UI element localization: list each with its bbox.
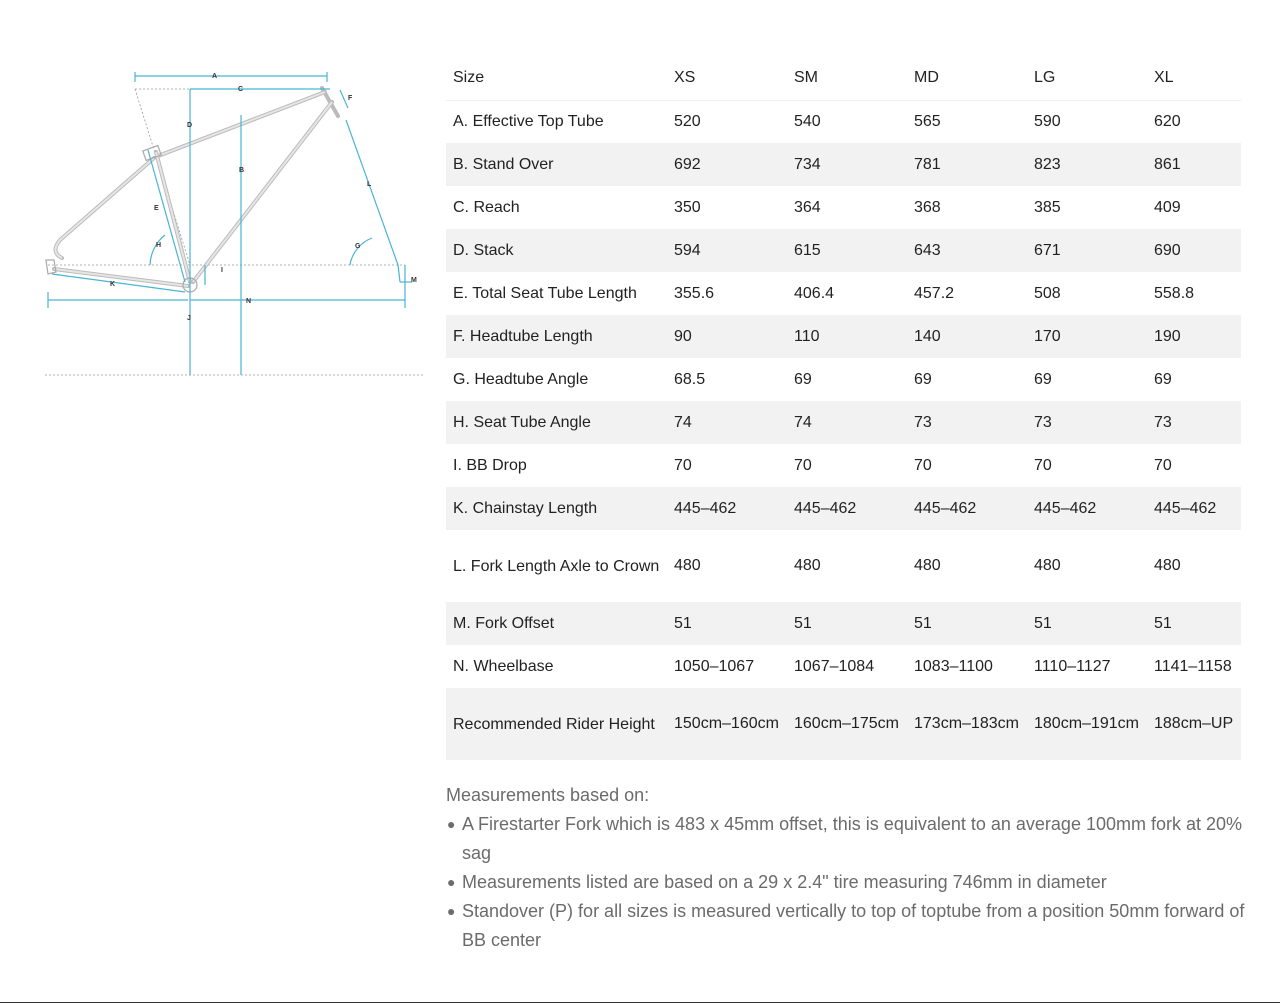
- header-md: MD: [914, 68, 939, 86]
- row-label: F. Headtube Length: [453, 328, 593, 345]
- cell-lg: 69: [1034, 370, 1052, 388]
- cell-sm: 1067–1084: [794, 657, 875, 675]
- table-row: [446, 444, 1241, 487]
- measurement-lines: [48, 72, 412, 375]
- geometry-table: [446, 56, 1241, 760]
- cell-md: 565: [914, 112, 941, 130]
- label-b: B: [239, 167, 245, 174]
- bullet-icon: ●: [447, 903, 456, 919]
- note-text: A Firestarter Fork which is 483 x 45mm offset, this is equivalent to an average 100mm fork at 20% sag: [462, 814, 1243, 863]
- row-label: A. Effective Top Tube: [453, 113, 604, 131]
- row-label: K. Chainstay Length: [453, 500, 598, 517]
- cell-xl: 409: [1154, 198, 1181, 216]
- row-label: Recommended Rider Height: [453, 715, 655, 733]
- label-l: L: [367, 181, 372, 188]
- cell-xs: 90: [674, 327, 692, 345]
- table-row: [446, 688, 1241, 760]
- table-row: [446, 186, 1241, 229]
- cell-xl: 558.8: [1154, 284, 1195, 302]
- rear-dropout: [46, 260, 56, 274]
- cell-md: 457.2: [914, 284, 955, 302]
- list-item: [447, 868, 1246, 897]
- cell-sm: 364: [794, 198, 821, 216]
- cell-xl: 70: [1154, 456, 1172, 474]
- header-sm: SM: [794, 68, 818, 86]
- frame-geometry-diagram: [40, 60, 430, 390]
- cell-lg: 823: [1034, 155, 1061, 173]
- header-size: Size: [453, 68, 485, 86]
- cell-sm: 480: [794, 557, 821, 574]
- label-i: I: [221, 267, 223, 274]
- row-label: M. Fork Offset: [453, 615, 555, 632]
- cell-xl: 188cm–UP: [1154, 715, 1234, 732]
- reference-lines: [45, 89, 425, 375]
- cell-xs: 1050–1067: [674, 657, 755, 675]
- cell-xs: 355.6: [674, 284, 715, 302]
- bullet-icon: ●: [447, 816, 456, 832]
- cell-md: 368: [914, 198, 941, 216]
- row-label: B. Stand Over: [453, 156, 554, 173]
- cell-md: 69: [914, 370, 932, 388]
- cell-xs: 692: [674, 155, 701, 173]
- note-text: Standover (P) for all sizes is measured vertically to top of toptube from a position 50mm forward of BB center: [462, 901, 1245, 950]
- frame-inner-outline: [54, 92, 332, 286]
- cell-md: 445–462: [914, 499, 977, 517]
- header-xs: XS: [674, 68, 696, 86]
- cell-sm: 70: [794, 456, 812, 474]
- cell-lg: 445–462: [1034, 499, 1097, 517]
- cell-md: 70: [914, 456, 932, 474]
- label-m: M: [411, 277, 417, 284]
- bike-frame: [54, 88, 338, 286]
- label-a: A: [212, 73, 218, 80]
- label-j: J: [187, 315, 191, 322]
- table-header-row: [446, 56, 1241, 100]
- table-row: [446, 143, 1241, 186]
- cell-xl: 69: [1154, 370, 1172, 388]
- row-label: E. Total Seat Tube Length: [453, 285, 637, 302]
- cell-xl: 190: [1154, 327, 1181, 345]
- measurement-notes: [446, 781, 1246, 955]
- cell-lg: 480: [1034, 557, 1061, 574]
- cell-md: 140: [914, 327, 941, 345]
- table-row: [446, 229, 1241, 272]
- table-row: [446, 315, 1241, 358]
- cell-md: 781: [914, 155, 941, 173]
- cell-xs: 350: [674, 198, 701, 216]
- header-lg: LG: [1034, 68, 1056, 86]
- label-f: F: [348, 95, 353, 102]
- cell-lg: 51: [1034, 614, 1052, 632]
- cell-lg: 180cm–191cm: [1034, 715, 1139, 732]
- seat-stay: [55, 158, 154, 258]
- angle-h-arc: [150, 235, 165, 265]
- cell-xs: 150cm–160cm: [674, 715, 779, 732]
- cell-lg: 590: [1034, 112, 1061, 130]
- measure-f: [340, 90, 348, 108]
- cell-lg: 73: [1034, 413, 1052, 431]
- cell-md: 73: [914, 413, 932, 431]
- label-g: G: [355, 243, 361, 250]
- measurement-labels: [110, 73, 417, 322]
- row-label: H. Seat Tube Angle: [453, 414, 591, 431]
- bottom-divider: [0, 1002, 1280, 1003]
- label-c: C: [238, 86, 244, 93]
- cell-xl: 73: [1154, 413, 1172, 431]
- label-d: D: [187, 122, 193, 129]
- row-label: N. Wheelbase: [453, 658, 554, 675]
- cell-sm: 69: [794, 370, 812, 388]
- table-row: [446, 602, 1241, 645]
- notes-list: [446, 810, 1246, 955]
- cell-lg: 671: [1034, 241, 1061, 259]
- table-row: [446, 272, 1241, 315]
- cell-sm: 445–462: [794, 499, 857, 517]
- bullet-icon: ●: [447, 874, 456, 890]
- cell-xs: 74: [674, 413, 692, 431]
- row-label: I. BB Drop: [453, 457, 527, 474]
- cell-md: 1083–1100: [914, 657, 993, 675]
- header-xl: XL: [1154, 68, 1174, 86]
- measure-m: [398, 265, 400, 282]
- label-h: H: [156, 242, 162, 249]
- cell-xl: 690: [1154, 241, 1181, 259]
- row-label: L. Fork Length Axle to Crown: [453, 557, 660, 575]
- cell-xl: 445–462: [1154, 499, 1217, 517]
- cell-xs: 520: [674, 112, 701, 130]
- cell-md: 173cm–183cm: [914, 715, 1019, 732]
- cell-sm: 51: [794, 614, 812, 632]
- cell-xl: 51: [1154, 614, 1172, 632]
- cell-xs: 445–462: [674, 499, 737, 517]
- cell-xl: 1141–1158: [1154, 657, 1232, 675]
- cell-lg: 508: [1034, 284, 1061, 302]
- cell-sm: 615: [794, 241, 821, 259]
- cell-sm: 110: [794, 327, 820, 345]
- list-item: [447, 897, 1246, 955]
- cell-md: 643: [914, 241, 941, 259]
- cell-xl: 620: [1154, 112, 1181, 130]
- table-row: [446, 358, 1241, 401]
- angle-g-arc: [350, 238, 372, 265]
- table-row: [446, 401, 1241, 444]
- note-text: Measurements listed are based on a 29 x 2.4" tire measuring 746mm in diameter: [462, 872, 1107, 892]
- label-k: K: [110, 281, 116, 288]
- cell-xs: 70: [674, 456, 692, 474]
- notes-title: Measurements based on:: [446, 785, 650, 805]
- cell-xl: 480: [1154, 557, 1181, 574]
- cell-md: 480: [914, 557, 941, 574]
- cell-sm: 160cm–175cm: [794, 715, 899, 732]
- table-row: [446, 530, 1241, 602]
- list-item: [447, 810, 1246, 868]
- cell-xl: 861: [1154, 155, 1181, 173]
- table-row: [446, 487, 1241, 530]
- cell-xs: 51: [674, 614, 692, 632]
- cell-sm: 540: [794, 112, 821, 130]
- row-label: D. Stack: [453, 242, 514, 259]
- cell-xs: 68.5: [674, 370, 706, 388]
- row-label: C. Reach: [453, 199, 520, 216]
- cell-xs: 480: [674, 557, 701, 574]
- table-row: [446, 645, 1241, 688]
- cell-sm: 74: [794, 413, 812, 431]
- measure-e: [148, 150, 185, 282]
- cell-sm: 406.4: [794, 284, 835, 302]
- cell-lg: 170: [1034, 327, 1061, 345]
- cell-md: 51: [914, 614, 932, 632]
- cell-lg: 70: [1034, 456, 1052, 474]
- cell-lg: 385: [1034, 198, 1061, 216]
- label-e: E: [154, 205, 159, 212]
- table-row: [446, 100, 1241, 143]
- cell-lg: 1110–1127: [1034, 657, 1111, 675]
- cell-xs: 594: [674, 241, 701, 259]
- label-n: N: [246, 298, 252, 305]
- row-label: G. Headtube Angle: [453, 371, 589, 388]
- measure-l: [346, 120, 398, 265]
- cell-sm: 734: [794, 155, 821, 173]
